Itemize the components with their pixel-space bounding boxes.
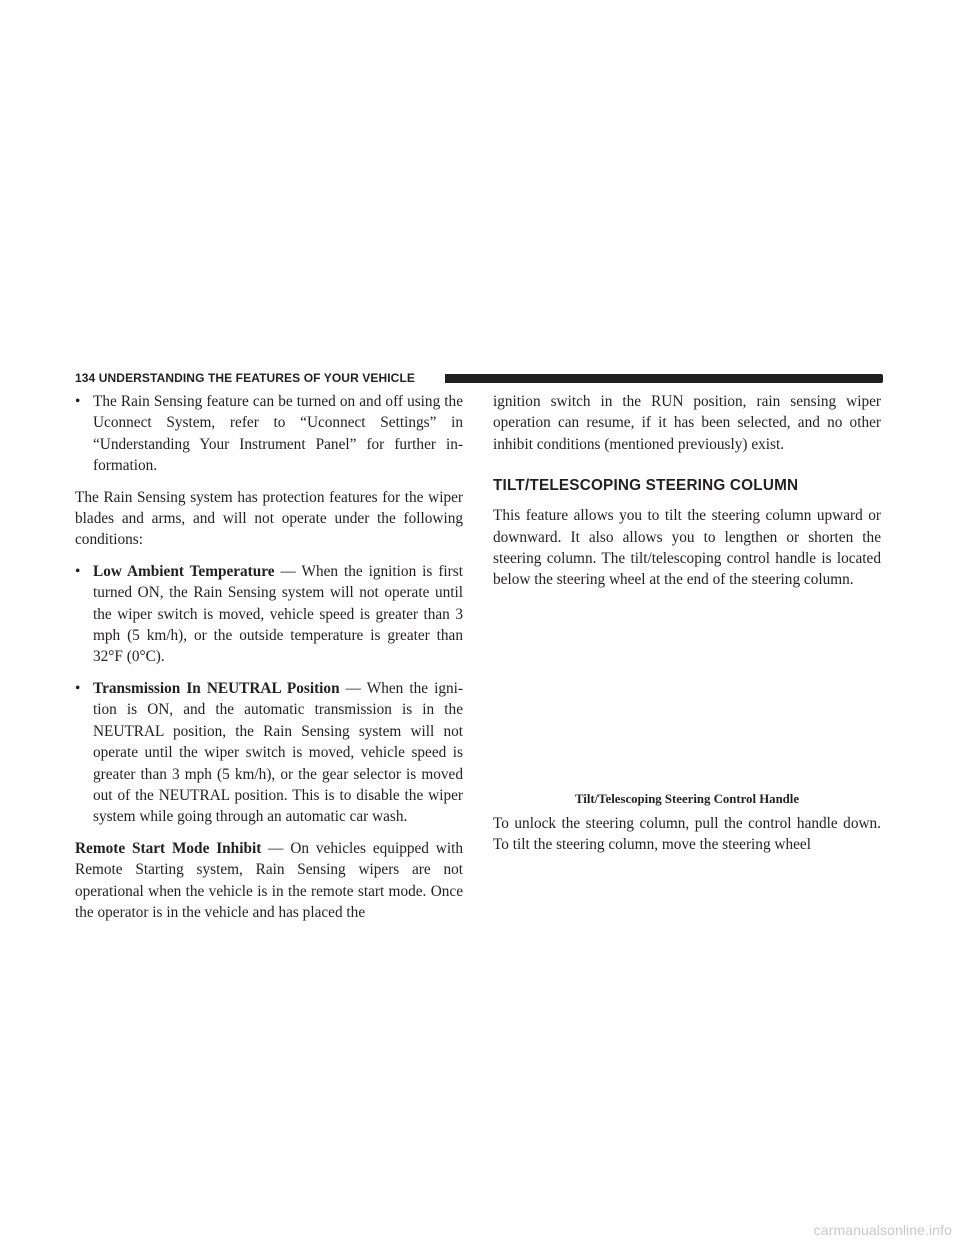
low-temp-term: Low Ambient Temperature (93, 562, 275, 580)
intro-paragraph: This feature allows you to tilt the steering column upward or downward. It also allows you to lengthen or shorten the steering column. The tilt/telescoping control handle is located below the steering wheel at the end of the steering column. (493, 507, 881, 589)
bullet-neutral (75, 678, 463, 828)
left-column (75, 391, 463, 923)
neutral-term: Transmission In NEUTRAL Position (93, 679, 340, 697)
low-temp-text: — When the ignition is first turned ON, the Rain Sensing system will not operate until the wiper switch is moved, vehicle speed is greater than 3 mph (5 km/h), or the outside temperature is greater than 32°F (0°C). (93, 562, 463, 666)
header-bar (445, 374, 883, 383)
figure-caption: Tilt/Telescoping Steering Control Handle (574, 791, 800, 806)
unlock-paragraph: To unlock the steering column, pull the control handle down. To tilt the steering column, move the steering wheel (493, 814, 881, 854)
page-header (75, 371, 883, 385)
right-column (493, 391, 881, 856)
neutral-text: — When the igni-tion is ON, and the automatic transmission is in the NEUTRAL position, the Rain Sensing system will not operate until the wiper switch is moved, vehicle speed is greater than 3 mph (5 km/h), or the gear selector is moved out of the NEUTRAL position. This is to disable the wiper system while going through an automatic car wash. (93, 679, 463, 826)
bullet-uconnect (75, 391, 463, 477)
bullet-dot: • (75, 393, 81, 410)
header-text (75, 371, 415, 385)
bullet-low-temp (75, 561, 463, 668)
section-heading: TILT/TELESCOPING STEERING COLUMN (493, 477, 799, 495)
protection-intro: The Rain Sensing system has protection features for the wiper blades and arms, and will not operate under the following conditions: (75, 488, 463, 549)
remote-start-term: Remote Start Mode Inhibit (75, 839, 262, 857)
remote-start-text: — On vehicles equipped with Remote Starting system, Rain Sensing wipers are not operational when the vehicle is in the remote start mode. Once the operator is in the vehicle and has placed the (75, 839, 463, 921)
watermark: carmanualsonline.info (813, 1222, 952, 1238)
bullet-dot: • (75, 679, 81, 697)
remote-start-paragraph (75, 838, 463, 924)
continuation-paragraph: ignition switch in the RUN position, rain sensing wiper operation can resume, if it has been selected, and no other inhibit conditions (mentioned previously) exist. (493, 393, 881, 453)
bullet-dot: • (75, 562, 81, 580)
section-title: UNDERSTANDING THE FEATURES OF YOUR VEHICLE (98, 371, 415, 385)
figure-area (493, 591, 881, 813)
bullet-uconnect-text: The Rain Sensing feature can be turned on and off using the Uconnect System, refer to “Uconnect Settings” in “Understanding Your Instrument Panel” for further in-formation. (93, 393, 463, 475)
page-number: 134 (75, 371, 96, 385)
